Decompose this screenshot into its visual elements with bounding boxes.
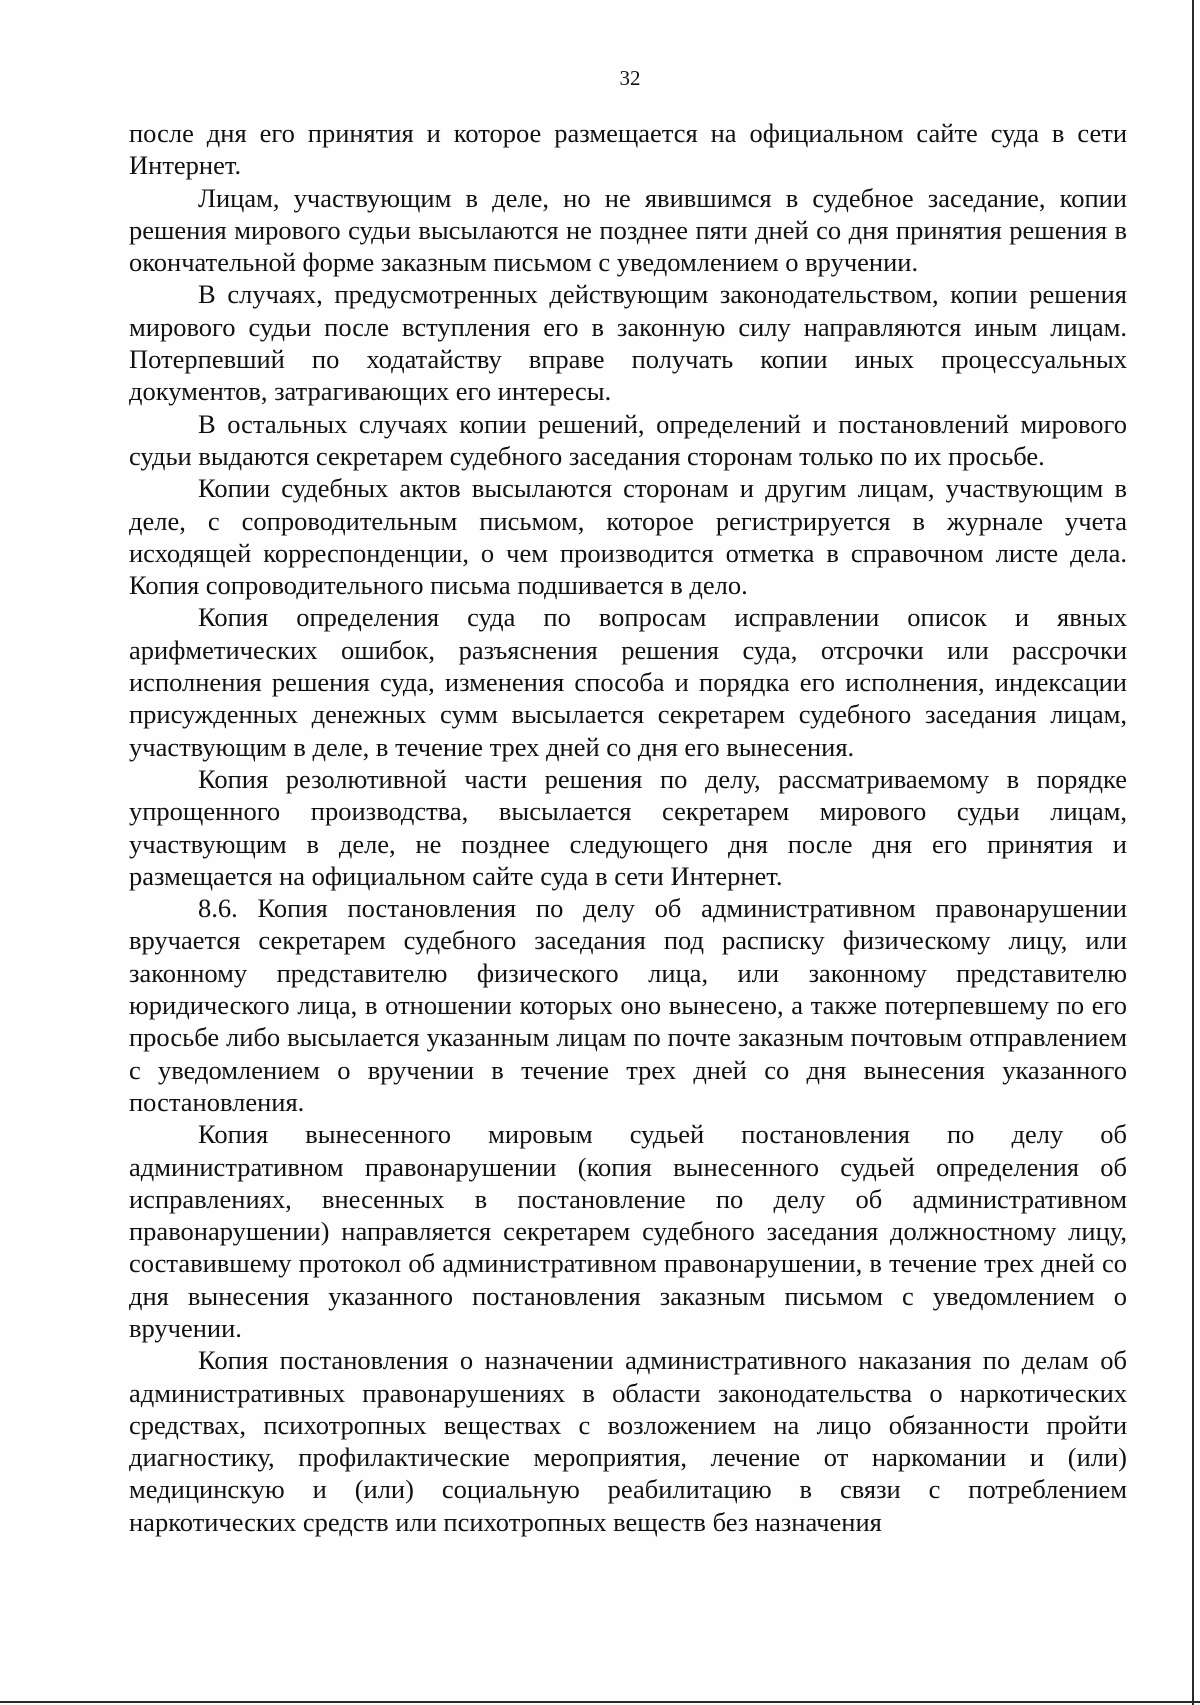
paragraph: Лицам, участвующим в деле, но не явившимся в судебное заседание, копии решения мирового судьи высылаются не позднее пяти дней со дня принятия решения в окончательной форме заказным письмом с уведомлением о вручении. (129, 182, 1127, 278)
paragraph: В остальных случаях копии решений, определений и постановлений мирового судьи выдаются секретарем судебного заседания сторонам только по их просьбе. (129, 408, 1127, 471)
page-number: 32 (619, 66, 641, 90)
paragraph: В случаях, предусмотренных действующим законодательством, копии решения мирового судьи после вступления его в законную силу направляются иным лицам. Потерпевший по ходатайству вправе получать копии иных процессуальных документов, затрагивающих его интересы. (129, 279, 1127, 407)
paragraph: Копия постановления о назначении административного наказания по делам об административных правонарушениях в области законодательства о наркотических средствах, психотропных веществах с возложением на лицо обязанности пройти диагностику, профилактические мероприятия, лечение от наркомании и (или) медицинскую и (или) социальную реабилитацию в связи с потреблением наркотических средств или психотропных веществ без назначения (129, 1345, 1127, 1537)
paragraph: Копия вынесенного мировым судьей постановления по делу об административном правонарушении (копия вынесенного судьей определения об исправлениях, внесенных в постановление по делу об административном правонарушении) направляется секретарем судебного заседания должностному лицу, составившему протокол об административном правонарушении, в течение трех дней со дня вынесения указанного постановления заказным письмом с уведомлением о вручении. (129, 1119, 1127, 1343)
paragraph-continuation: после дня его принятия и которое размещается на официальном сайте суда в сети Интернет. (129, 118, 1127, 181)
scan-edge-bottom (0, 1701, 1200, 1703)
paragraph: Копия определения суда по вопросам исправлении описок и явных арифметических ошибок, разъяснения решения суда, отсрочки или рассрочки исполнения решения суда, изменения способа и порядка его исполнения, индексации присужденных денежных сумм высылается секретарем судебного заседания лицам, участвующим в деле, в течение трех дней со дня его вынесения. (129, 602, 1127, 762)
paragraph-section-8-6: 8.6. Копия постановления по делу об административном правонарушении вручается секретарем судебного заседания под расписку физическому лицу, или законному представителю физического лица, или законному представителю юридического лица, в отношении которых оно вынесено, а также потерпевшему по его просьбе либо высылается указанным лицам по почте заказным почтовым отправлением с уведомлением о вручении в течение трех дней со дня вынесения указанного постановления. (129, 893, 1127, 1117)
document-body (129, 117, 1127, 1538)
paragraph: Копия резолютивной части решения по делу, рассматриваемому в порядке упрощенного производства, высылается секретарем мирового судьи лицам, участвующим в деле, не позднее следующего дня после дня его принятия и размещается на официальном сайте суда в сети Интернет. (129, 763, 1127, 891)
paragraph: Копии судебных актов высылаются сторонам и другим лицам, участвующим в деле, с сопроводительным письмом, которое регистрируется в журнале учета исходящей корреспонденции, о чем производится отметка в справочном листе дела. Копия сопроводительного письма подшивается в дело. (129, 473, 1127, 601)
scan-edge-right (1192, 0, 1194, 1705)
